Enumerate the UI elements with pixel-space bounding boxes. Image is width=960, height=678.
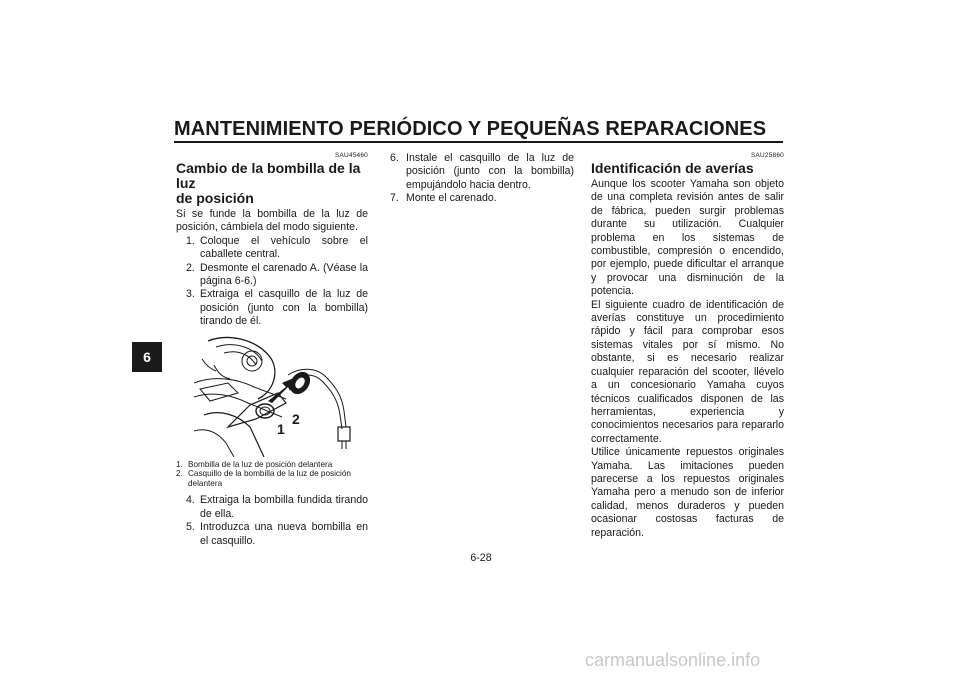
illustration-drawing [194,335,380,457]
bulb-socket-illustration [194,335,380,457]
middle-column [390,152,574,206]
step-text: Desmonte el carenado A. (Véase la página 6-6.) [200,261,368,288]
step-number: 7. [390,192,399,205]
step-text: Instale el casquillo de la luz de posición (junto con la bombilla) empujándolo hacia dentro. [406,152,574,191]
step-number: 4. [186,494,195,507]
caption-text: Bombilla de la luz de posición delantera [188,459,333,469]
section-title-troubleshooting: Identificación de averías [591,160,754,176]
step-item [176,521,368,548]
step-text: Extraiga el casquillo de la luz de posición (junto con la bombilla) tirando de él. [200,288,368,328]
watermark: carmanualsonline.info [585,650,761,670]
step-text: Monte el carenado. [406,192,497,205]
step-text: Extraiga la bombilla fundida tirando de ella. [200,494,368,520]
figure-captions [176,460,368,489]
step-item [390,192,574,205]
step-item [390,152,574,192]
left-column [176,152,368,548]
section-code: SAU45460 [334,152,368,159]
figure-caption [176,469,368,488]
step-number: 2. [186,261,195,274]
step-item [176,494,368,521]
section-title-line-2: de posición [176,190,254,206]
step-text: Coloque el vehículo sobre el caballete central. [200,234,368,261]
figure-caption [176,460,368,470]
step-item [176,235,368,262]
caption-number: 1. [176,459,183,469]
step-item [176,262,368,289]
step-number: 3. [186,288,195,301]
section-code: SAU25860 [750,152,784,159]
body-paragraph: Aunque los scooter Yamaha son objeto de una completa revisión antes de salir de fábrica, pueden surgir problemas durante su utilización. Cualquier problema en los sistemas de combustible, compresión o encendido, por ejemplo, puede dificultar el arranque y provocar una disminución de la potencia. [591,178,784,298]
caption-number: 2. [176,469,183,479]
step-text: Introduzca una nueva bombilla en el casquillo. [200,521,368,547]
page-header-title: MANTENIMIENTO PERIÓDICO Y PEQUEÑAS REPARACIONES [174,118,767,140]
intro-paragraph: Si se funde la bombilla de la luz de posición, cámbiela del modo siguiente. [176,208,368,234]
header-rule [174,141,783,143]
body-paragraph: Utilice únicamente repuestos originales Yamaha. Las imitaciones pueden parecerse a los repuestos originales Yamaha pero a menudo son de inferior calidad, menos duraderos y pueden ocasionar costosas facturas de reparación. [591,446,784,539]
body-paragraph: El siguiente cuadro de identificación de averías constituye un procedimiento rápido y fácil para comprobar esos sistemas vitales por sí mismo. No obstante, si es necesario realizar cualquier reparación del scooter, llévelo a un concesionario Yamaha cuyos técnicos cualificados disponen de las herramientas, experiencia y conocimientos necesarios para repararlo correctamente. [591,298,784,445]
step-number: 5. [186,521,195,534]
page-number: 6-28 [470,552,492,564]
caption-text: Casquillo de la bombilla de la luz de posición delantera [188,469,351,488]
section-title-line-1: Cambio de la bombilla de la luz [176,160,361,191]
figure-callout-2: 2 [292,410,300,427]
section-title-position-light [176,161,368,206]
step-number: 1. [186,234,195,247]
step-item [176,288,368,328]
right-column [591,152,784,540]
step-number: 6. [390,152,399,164]
chapter-tab: 6 [132,342,162,372]
figure-callout-1: 1 [277,420,285,437]
